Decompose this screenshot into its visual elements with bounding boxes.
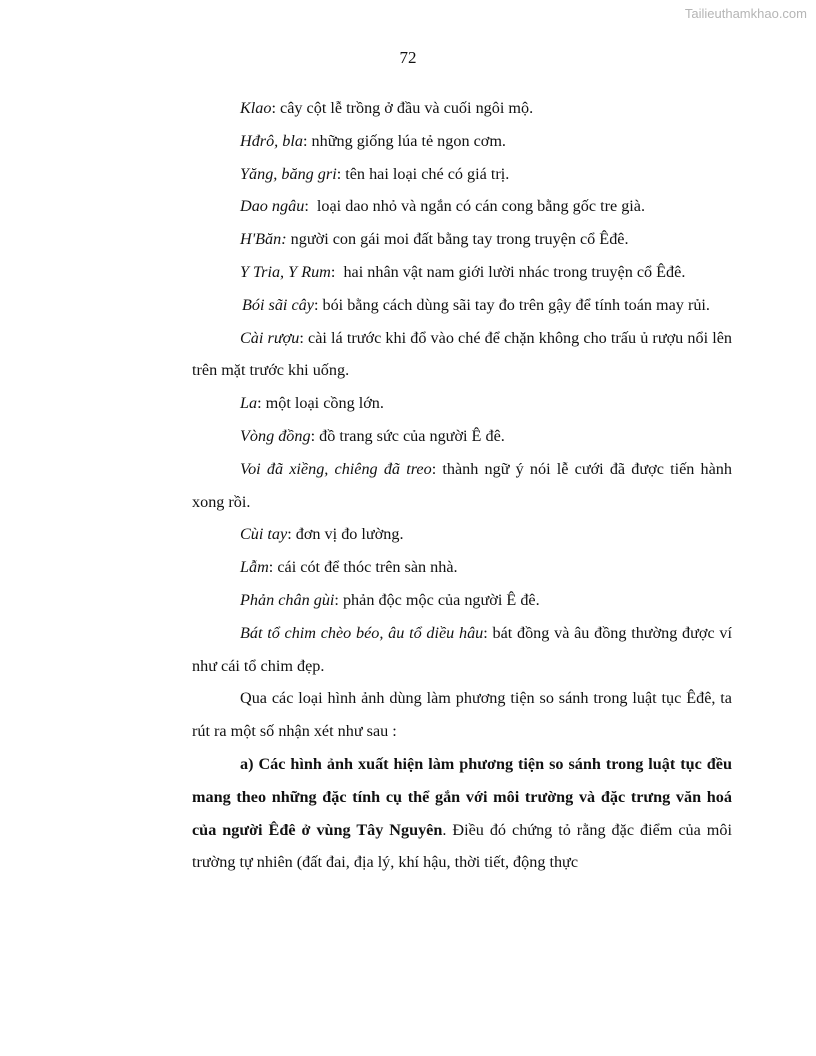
glossary-definition: : bói bằng cách dùng sãi tay đo trên gậy để tính toán may rủi. — [313, 295, 710, 314]
glossary-term: Phản chân gùi — [240, 590, 335, 609]
intro-paragraph: Qua các loại hình ảnh dùng làm phương tiện so sánh trong luật tục Êđê, ta rút ra một số nhận xét như sau : — [192, 689, 732, 741]
glossary-entry — [192, 256, 732, 289]
glossary-entry — [192, 158, 732, 191]
glossary-term: Cùi tay — [240, 525, 288, 544]
glossary-term: Vòng đồng — [240, 426, 311, 445]
glossary-definition: : một loại cồng lớn. — [257, 394, 384, 413]
glossary-definition: : thành ngữ ý nói lễ cưới đã được tiến hành xong rồi. — [192, 459, 732, 511]
glossary-definition: : đồ trang sức của người Ê đê. — [310, 426, 505, 445]
point-a-paragraph — [192, 748, 732, 879]
glossary-entry — [192, 617, 732, 683]
glossary-term: Cài rượu — [240, 328, 300, 347]
glossary-entry — [192, 518, 732, 551]
glossary-definition: : bát đồng và âu đồng thường được ví như cái tổ chim đẹp. — [192, 623, 732, 675]
glossary-term: Bát tổ chim chèo béo, âu tổ diều hâu — [240, 623, 484, 642]
glossary-term: Voi đã xiềng, chiêng đã treo — [240, 459, 432, 478]
glossary-term: H'Băn: — [240, 230, 287, 249]
glossary-definition: : tên hai loại ché có giá trị. — [336, 164, 510, 183]
glossary-term: Bói sãi cây — [242, 295, 314, 314]
glossary-entry — [192, 584, 732, 617]
glossary-entry — [192, 92, 732, 125]
glossary-entry — [192, 223, 732, 256]
glossary-definition: : phản độc mộc của người Ê đê. — [334, 590, 540, 609]
glossary-term: Y Tria, Y Rum — [240, 262, 331, 281]
glossary-definition: người con gái moi đất bằng tay trong truyện cổ Êđê. — [286, 230, 629, 249]
glossary-entry — [192, 322, 732, 388]
glossary-definition: : những giống lúa tẻ ngon cơm. — [302, 131, 506, 150]
glossary-definition: : đơn vị đo lường. — [287, 525, 404, 544]
glossary-definition: : cài lá trước khi đổ vào ché để chặn không cho trấu ủ rượu nổi lên trên mặt trước khi uống. — [192, 328, 732, 380]
glossary-entry — [192, 420, 732, 453]
glossary-term: Hđrô, bla — [240, 131, 303, 150]
glossary-term: La — [240, 394, 258, 413]
glossary-term: Lẫm — [240, 558, 269, 577]
glossary-entry — [192, 387, 732, 420]
glossary-entry — [192, 453, 732, 519]
glossary-entry — [192, 551, 732, 584]
document-body — [192, 92, 732, 879]
watermark: Tailieuthamkhao.com — [684, 6, 807, 21]
point-a-text: . Điều đó chứng tỏ rằng đặc điểm của môi trường tự nhiên (đất đai, địa lý, khí hậu, thời tiết, động thực — [192, 820, 732, 872]
glossary-definition: : cái cót để thóc trên sàn nhà. — [268, 558, 458, 577]
glossary-term: Dao ngâu — [240, 197, 305, 216]
glossary-definition: : cây cột lễ trồng ở đầu và cuối ngôi mộ. — [271, 99, 534, 117]
glossary-entry — [192, 289, 732, 322]
glossary-definition: : hai nhân vật nam giới lười nhác trong truyện cổ Êđê. — [330, 262, 686, 281]
glossary-term: Yăng, băng gri — [240, 164, 337, 183]
glossary-entry — [192, 190, 732, 223]
glossary-term: Klao — [240, 99, 272, 117]
glossary-definition: : loại dao nhỏ và ngắn có cán cong bằng gốc tre già. — [304, 197, 646, 216]
glossary-entry — [192, 125, 732, 158]
point-a-heading: a) Các hình ảnh xuất hiện làm phương tiện so sánh trong luật tục đều mang theo những đặc tính cụ thể gắn với môi trường và đặc trưng văn hoá của người Êđê ở vùng Tây Nguyên — [192, 754, 732, 839]
page-number: 72 — [399, 48, 417, 67]
